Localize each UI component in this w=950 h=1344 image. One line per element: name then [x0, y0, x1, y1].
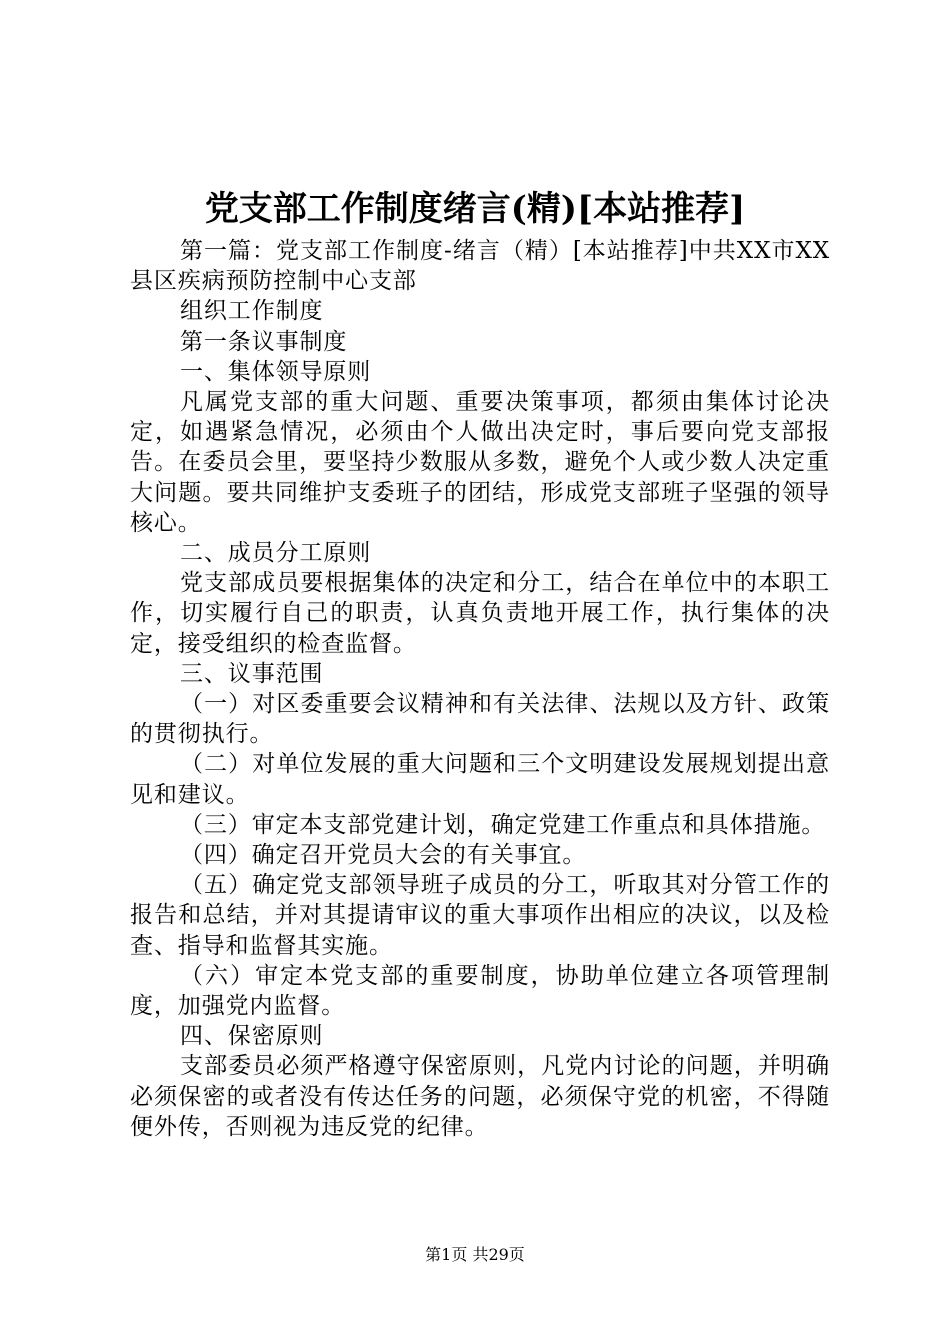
paragraph: （一）对区委重要会议精神和有关法律、法规以及方针、政策的贯彻执行。	[130, 691, 830, 748]
paragraph: 第一条议事制度	[180, 328, 348, 355]
document-title: 党支部工作制度绪言(精)[本站推荐]	[204, 189, 746, 229]
paragraph: 二、成员分工原则	[180, 540, 372, 567]
paragraph: 四、保密原则	[180, 1023, 324, 1050]
paragraph: （四）确定召开党员大会的有关事宜。	[180, 842, 587, 869]
page-footer: 第1页 共29页	[425, 1245, 525, 1264]
paragraph: （三）审定本支部党建计划，确定党建工作重点和具体措施。	[180, 811, 826, 838]
paragraph: （六）审定本党支部的重要制度，协助单位建立各项管理制度，加强党内监督。	[130, 962, 830, 1020]
paragraph: （五）确定党支部领导班子成员的分工，听取其对分管工作的报告和总结，并对其提请审议的重大事项作出相应的决议，以及检查、指导和监督其实施。	[130, 872, 830, 959]
paragraph: 一、集体领导原则	[180, 358, 372, 385]
paragraph: 党支部成员要根据集体的决定和分工，结合在单位中的本职工作，切实履行自己的职责，认真负责地开展工作，执行集体的决定，接受组织的检查监督。	[130, 570, 830, 657]
paragraph: 支部委员必须严格遵守保密原则，凡党内讨论的问题，并明确必须保密的或者没有传达任务的问题，必须保守党的机密，不得随便外传，否则视为违反党的纪律。	[130, 1053, 830, 1140]
paragraph: 凡属党支部的重大问题、重要决策事项，都须由集体讨论决定，如遇紧急情况，必须由个人做出决定时，事后要向党支部报告。在委员会里，要坚持少数服从多数，避免个人或少数人决定重大问题。要共同维护支委班子的团结，形成党支部班子坚强的领导核心。	[130, 389, 830, 536]
paragraph: 第一篇：党支部工作制度-绪言（精）[本站推荐]中共XX市XX县区疾病预防控制中心支部	[130, 238, 830, 295]
paragraph: （二）对单位发展的重大问题和三个文明建设发展规划提出意见和建议。	[130, 751, 830, 808]
paragraph: 三、议事范围	[180, 660, 324, 687]
document-body	[130, 236, 830, 1142]
paragraph: 组织工作制度	[180, 298, 324, 325]
